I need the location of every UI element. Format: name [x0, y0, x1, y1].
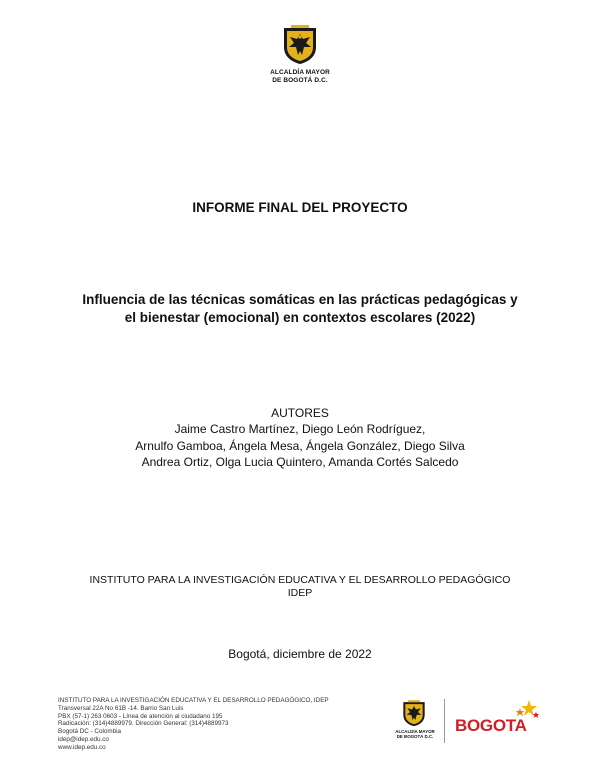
project-title-line1: Influencia de las técnicas somáticas en las prácticas pedagógicas y [82, 292, 518, 307]
footer-line: Bogotá DC - Colombia [58, 728, 121, 736]
report-title: INFORME FINAL DEL PROYECTO [192, 200, 408, 215]
footer-crest-caption [392, 729, 438, 740]
authors-list [0, 421, 600, 471]
institute-block [0, 574, 600, 599]
footer-line: INSTITUTO PARA LA INVESTIGACIÓN EDUCATIVA Y EL DESARROLLO PEDAGÓGICO, IDEP [58, 697, 329, 704]
footer-divider [444, 699, 445, 743]
authors-heading: AUTORES [271, 406, 329, 420]
footer-website: www.idep.edu.co [58, 743, 106, 751]
project-title-line2: el bienestar (emocional) en contextos escolares (2022) [124, 310, 476, 325]
header-caption-line1: ALCALDÍA MAYOR [270, 69, 330, 76]
footer-line: Radicación: (314)4889979. Dirección General: (314)4889973 [58, 720, 229, 728]
header-crest-caption [0, 69, 600, 85]
bogota-crest-icon [402, 700, 426, 727]
institute-acronym: IDEP [287, 586, 313, 599]
institute-name: INSTITUTO PARA LA INVESTIGACIÓN EDUCATIVA Y EL DESARROLLO PEDAGÓGICO [89, 574, 511, 586]
project-title [0, 291, 600, 327]
footer-line: Transversal 22A No 61B -14. Barrio San Luis [58, 704, 184, 712]
author-line: Arnulfo Gamboa, Ángela Mesa, Ángela González, Diego Silva [135, 438, 465, 453]
footer-email: idep@idep.edu.co [58, 735, 109, 743]
bogota-crest-icon [282, 25, 318, 65]
footer-caption-line1: ALCALDÍA MAYOR [395, 729, 435, 734]
date-line: Bogotá, diciembre de 2022 [228, 647, 372, 661]
author-line: Andrea Ortiz, Olga Lucia Quintero, Amanda Cortés Salcedo [141, 455, 459, 469]
bogota-logo: BOGOTA [455, 716, 527, 735]
footer-contact-info [58, 697, 329, 752]
header-caption-line2: DE BOGOTÁ D.C. [272, 77, 328, 84]
footer-caption-line2: DE BOGOTÁ D.C. [396, 734, 434, 740]
author-line: Jaime Castro Martínez, Diego León Rodríguez, [174, 422, 426, 436]
bogota-stars-icon [514, 699, 540, 721]
footer-line: PBX (57-1) 263 0603 - Línea de atención al ciudadano 195 [58, 712, 223, 720]
